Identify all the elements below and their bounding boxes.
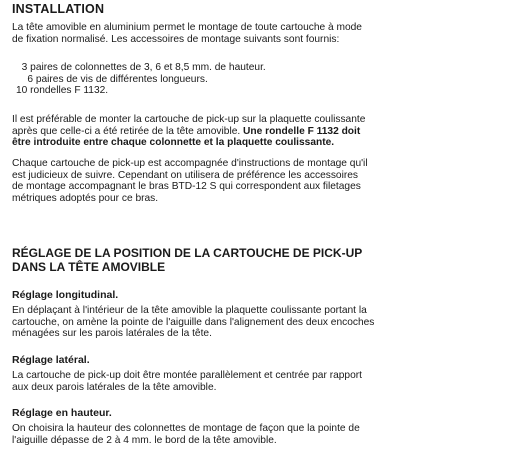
paragraph-text: après que celle-ci a été retirée de la tête amovible. (12, 125, 244, 137)
reglage-heading (12, 246, 494, 274)
paragraph-line: ménagées sur les parois latérales de la tête. (12, 328, 212, 340)
washer-note-bold: être introduite entre chaque colonnette et la plaquette coulissante. (12, 137, 335, 149)
paragraph-line: En déplaçant à l'intérieur de la tête amovible la plaquette coulissante portant la (12, 305, 367, 316)
mounting-paragraph (12, 114, 494, 149)
paragraph-line: est judicieux de suivre. Cependant on utilisera de préférence les accessoires (12, 169, 359, 181)
paragraph-line: Chaque cartouche de pick-up est accompagnée d'instructions de montage qu'il (12, 158, 368, 169)
paragraph-line: On choisira la hauteur des colonnettes de montage de façon que la pointe de (12, 423, 360, 434)
hauteur-heading: Réglage en hauteur. (12, 407, 112, 419)
paragraph-line (12, 126, 494, 138)
list-item: 3 paires de colonnettes de 3, 6 et 8,5 mm. de hauteur. (16, 62, 266, 73)
paragraph-line: de montage accompagnant le bras BTD-12 S qui correspondent aux filetages (12, 181, 361, 193)
list-item: 6 paires de vis de différentes longueurs. (16, 73, 208, 85)
paragraph-line: aux deux parois latérales de la tête amovible. (12, 381, 217, 393)
list-item: 10 rondelles F 1132. (16, 85, 109, 97)
longitudinal-heading: Réglage longitudinal. (12, 289, 119, 301)
instructions-paragraph (12, 158, 494, 204)
longitudinal-paragraph (12, 305, 494, 340)
paragraph-line: La cartouche de pick-up doit être montée parallèlement et centrée par rapport (12, 370, 362, 381)
installation-intro-paragraph (12, 22, 494, 45)
lateral-paragraph (12, 370, 494, 393)
paragraph-line: métriques adoptés pour ce bras. (12, 192, 159, 204)
paragraph-line: La tête amovible en aluminium permet le montage de toute cartouche à mode (12, 22, 362, 33)
installation-heading: INSTALLATION (12, 2, 105, 16)
heading-line: RÉGLAGE DE LA POSITION DE LA CARTOUCHE DE PICK-UP (12, 246, 363, 260)
paragraph-line: cartouche, on amène la pointe de l'aiguille dans l'alignement des deux encoches (12, 316, 375, 328)
paragraph-line: l'aiguille dépasse de 2 à 4 mm. le bord de la tête amovible. (12, 434, 277, 446)
heading-line: DANS LA TÊTE AMOVIBLE (12, 260, 166, 274)
washer-note-bold: Une rondelle F 1132 doit (243, 125, 361, 137)
paragraph-line: de fixation normalisé. Les accessoires de montage suivants sont fournis: (12, 33, 340, 45)
accessories-list (16, 62, 266, 97)
hauteur-paragraph (12, 423, 494, 446)
paragraph-line: Il est préférable de monter la cartouche de pick-up sur la plaquette coulissante (12, 114, 366, 125)
lateral-heading: Réglage latéral. (12, 354, 90, 366)
